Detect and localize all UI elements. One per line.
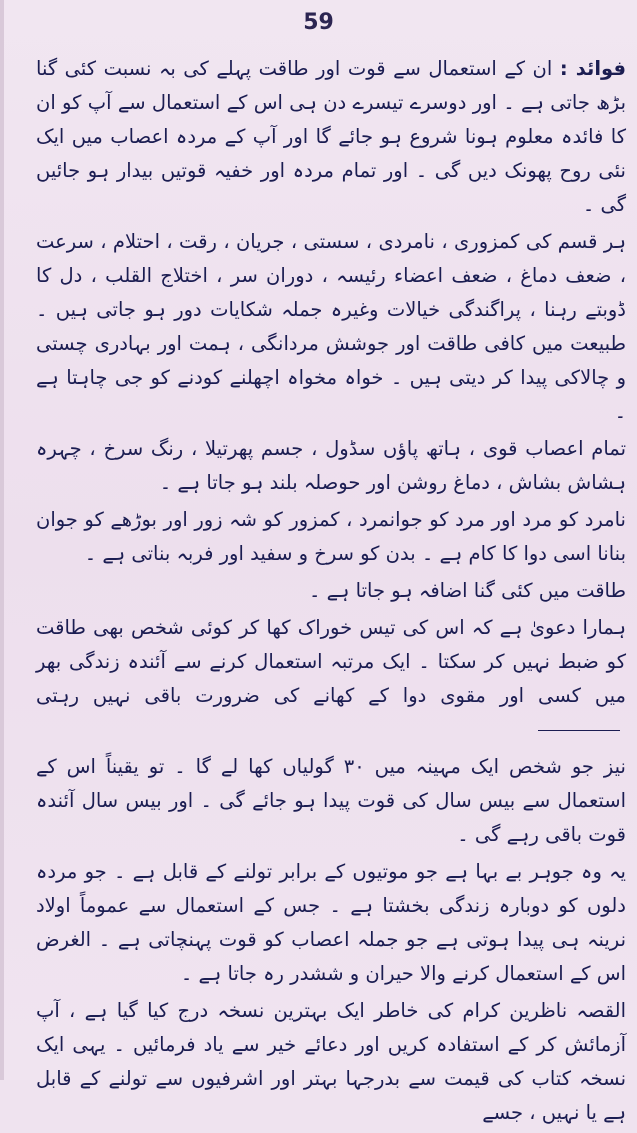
paragraph-ailments xyxy=(36,225,626,429)
paragraph-benefits xyxy=(36,52,626,222)
paragraph-conclusion xyxy=(36,994,626,1130)
page-number: 59 xyxy=(303,10,334,35)
paragraph-text: ان کے استعمال سے قوت اور طاقت پہلے کی بہ نسبت کئی گنا بڑھ جاتی ہے ۔ اور دوسرے تیسرے دن ہی اس کے استعمال سے آپ کو ان کا فائدہ معلوم ہونا شروع ہو جائے گا اور آپ کے مردہ اعصاب میں ایک نئی روح پھونک دیں گی ۔ اور تمام مردہ اور خفیہ قوتیں بیدار ہو جائیں گی ۔ xyxy=(36,57,626,216)
paragraph-claim xyxy=(36,611,626,747)
paragraph-text: نیز جو شخص ایک مہینہ میں ۳۰ گولیاں کھا لے گا ۔ تو یقیناً اس کے استعمال سے بیس سال کی قوت پیدا ہو جائے گی ۔ اور بیس سال آئندہ قوت باقی رہے گی ۔ xyxy=(36,755,626,846)
paragraph-jewel xyxy=(36,855,626,991)
section-heading: فوائد : xyxy=(559,57,627,80)
paragraph-text: ہمارا دعویٰ ہے کہ اس کی تیس خوراک کھا کر کوئی شخص بھی طاقت کو ضبط نہیں کر سکتا ۔ ایک مرتبہ استعمال کرنے سے آئندہ زندگی بھر میں کسی اور مقوی دوا کے کھانے کی ضرورت باقی نہیں رہتی xyxy=(36,616,626,707)
paragraph-text: القصہ ناظرین کرام کی خاطر ایک بہترین نسخہ درج کیا گیا ہے ، آپ آزمائش کر کے استفادہ کریں اور دعائے خیر سے یاد فرمائیں ۔ یہی ایک نسخہ کتاب کی قیمت سے بدرجہا بہتر اور اشرفیوں سے تولنے کے قابل ہے یا نہیں ، جسے xyxy=(36,999,626,1124)
paragraph-text: ہر قسم کی کمزوری ، نامردی ، سستی ، جریان ، رقت ، احتلام ، سرعت ، ضعف دماغ ، ضعف اعضاء رئیسہ ، دوران سر ، اختلاج القلب ، دل کا ڈوبتے رہنا ، پراگندگی خیالات وغیرہ جملہ شکایات دور ہو جاتی ہیں ۔ طبیعت میں کافی طاقت اور جوشش مردانگی ، ہمت اور بہادری چستی و چالاکی پیدا کر دیتی ہیں ۔ خواہ مخواہ اچھلنے کودنے کو جی چاہتا ہے ۔ xyxy=(36,230,626,423)
scan-edge xyxy=(0,0,4,1080)
underline-rule xyxy=(538,730,620,731)
paragraph-text: نامرد کو مرد اور مرد کو جوانمرد ، کمزور کو شہ زور اور بوڑھے کو جوان بنانا اسی دوا کا کام ہے ۔ بدن کو سرخ و سفید اور فربہ بناتی ہے ۔ xyxy=(36,508,626,565)
paragraph-transformation xyxy=(36,503,626,571)
paragraph-text: طاقت میں کئی گنا اضافہ ہو جاتا ہے ۔ xyxy=(308,579,626,602)
paragraph-strength xyxy=(36,432,626,500)
paragraph-text: یہ وہ جوہر بے بہا ہے جو موتیوں کے برابر تولنے کے قابل ہے ۔ جو مردہ دلوں کو دوبارہ زندگی بخشتا ہے ۔ جس کے استعمال سے عموماً اولاد نرینہ ہی پیدا ہوتی ہے جو جملہ اعصاب کو قوت پہنچاتی ہے ۔ الغرض اس کے استعمال کرنے والا حیران و ششدر رہ جاتا ہے ۔ xyxy=(36,860,626,985)
paragraph-increase xyxy=(36,574,626,608)
paragraph-monthly-dose xyxy=(36,750,626,852)
body-text xyxy=(36,52,626,1133)
paragraph-text: تمام اعصاب قوی ، ہاتھ پاؤں سڈول ، جسم پھرتیلا ، رنگ سرخ ، چہرہ ہشاش بشاش ، دماغ روشن اور حوصلہ بلند ہو جاتا ہے ۔ xyxy=(36,437,626,494)
